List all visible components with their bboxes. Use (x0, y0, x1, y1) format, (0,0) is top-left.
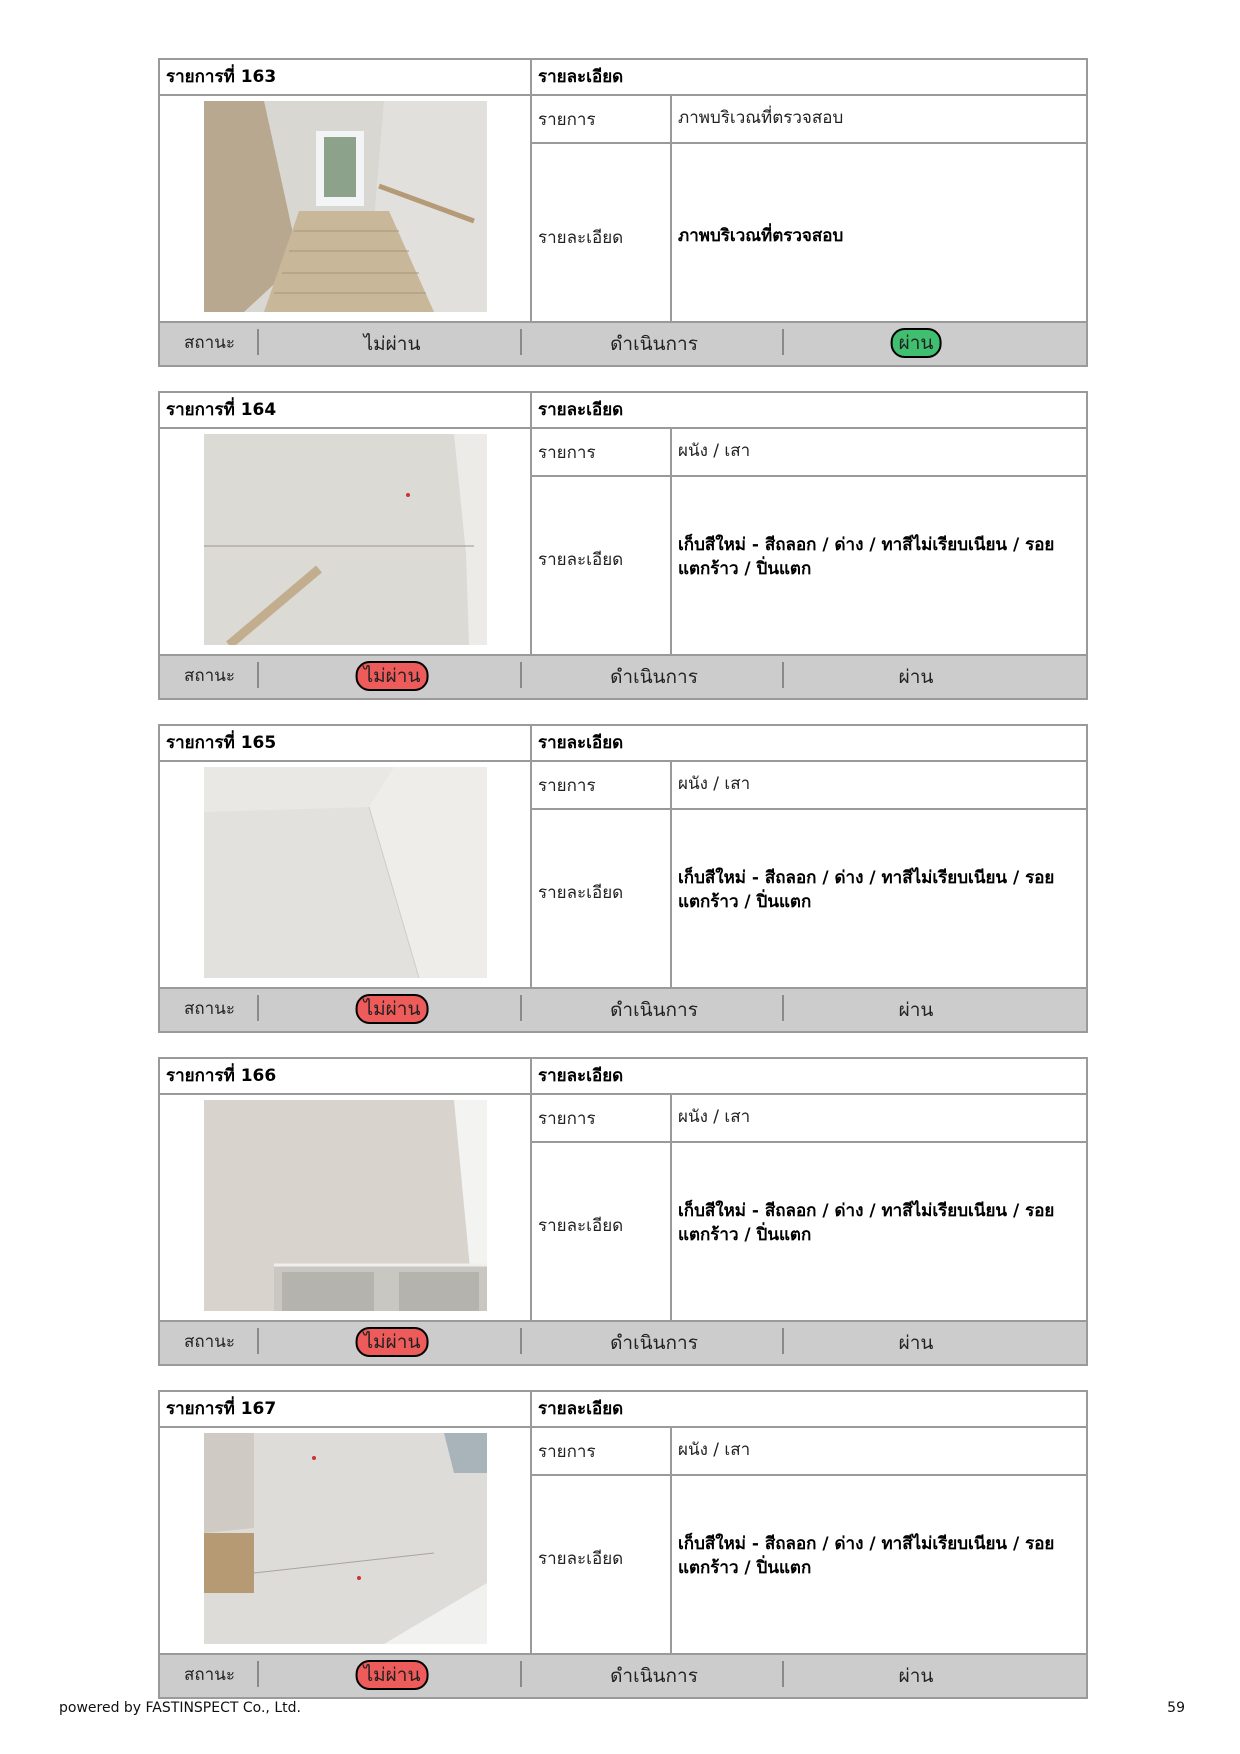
inspection-photo[interactable] (204, 1433, 487, 1644)
row-value: เก็บสีใหม่ - สีถลอก / ด่าง / ทาสีไม่เรียบเนียน / รอยแตกร้าว / ปิ่นแตก (678, 1534, 1055, 1578)
option-pass[interactable]: ผ่าน (898, 1332, 934, 1354)
row-divider (532, 808, 1086, 810)
option-in-progress[interactable]: ดำเนินการ (610, 333, 698, 355)
separator (782, 1328, 784, 1354)
separator (257, 1328, 259, 1354)
column-divider (670, 760, 672, 991)
option-in-progress[interactable]: ดำเนินการ (610, 666, 698, 688)
row-value: ภาพบริเวณที่ตรวจสอบ (678, 108, 844, 128)
card-header (160, 1059, 1086, 1095)
inspection-photo[interactable] (204, 434, 487, 645)
footer-powered-by: powered by FASTINSPECT Co., Ltd. (59, 1700, 301, 1716)
option-fail[interactable]: ไม่ผ่าน (356, 994, 429, 1024)
option-pass[interactable]: ผ่าน (898, 1665, 934, 1687)
row-value: เก็บสีใหม่ - สีถลอก / ด่าง / ทาสีไม่เรียบเนียน / รอยแตกร้าว / ปิ่นแตก (678, 868, 1055, 912)
separator (782, 329, 784, 355)
option-in-progress[interactable]: ดำเนินการ (610, 1665, 698, 1687)
status-bar (160, 321, 1086, 365)
item-title: รายการที่ 166 (166, 1066, 277, 1086)
status-bar (160, 987, 1086, 1031)
separator (257, 1661, 259, 1687)
column-divider (530, 393, 532, 658)
column-divider (670, 427, 672, 658)
separator (782, 995, 784, 1021)
row-label: รายการ (538, 1109, 596, 1129)
detail-header: รายละเอียด (538, 1399, 624, 1419)
status-label: สถานะ (184, 1665, 235, 1685)
row-label: รายการ (538, 776, 596, 796)
status-bar (160, 1320, 1086, 1364)
separator (520, 662, 522, 688)
row-divider (532, 475, 1086, 477)
option-pass[interactable]: ผ่าน (891, 328, 942, 358)
row-label: รายการ (538, 110, 596, 130)
status-label: สถานะ (184, 1332, 235, 1352)
separator (520, 1661, 522, 1687)
row-label: รายละเอียด (538, 1549, 624, 1569)
option-pass[interactable]: ผ่าน (898, 999, 934, 1021)
item-title: รายการที่ 163 (166, 67, 277, 87)
column-divider (530, 726, 532, 991)
separator (520, 329, 522, 355)
option-fail[interactable]: ไม่ผ่าน (363, 333, 421, 355)
status-label: สถานะ (184, 999, 235, 1019)
status-label: สถานะ (184, 333, 235, 353)
separator (782, 1661, 784, 1687)
inspection-item-card (158, 724, 1088, 1033)
row-value: ผนัง / เสา (678, 774, 751, 794)
item-title: รายการที่ 164 (166, 400, 277, 420)
status-bar (160, 1653, 1086, 1697)
status-bar (160, 654, 1086, 698)
separator (520, 1328, 522, 1354)
row-label: รายละเอียด (538, 883, 624, 903)
separator (257, 329, 259, 355)
page-number: 59 (1167, 1700, 1185, 1716)
column-divider (530, 60, 532, 325)
separator (257, 662, 259, 688)
row-label: รายละเอียด (538, 228, 624, 248)
row-label: รายการ (538, 1442, 596, 1462)
card-header (160, 1392, 1086, 1428)
item-title: รายการที่ 165 (166, 733, 277, 753)
column-divider (670, 1093, 672, 1324)
column-divider (670, 94, 672, 325)
card-header (160, 726, 1086, 762)
inspection-photo[interactable] (204, 767, 487, 978)
detail-header: รายละเอียด (538, 400, 624, 420)
column-divider (670, 1426, 672, 1657)
option-in-progress[interactable]: ดำเนินการ (610, 1332, 698, 1354)
item-title: รายการที่ 167 (166, 1399, 277, 1419)
row-value: ผนัง / เสา (678, 1107, 751, 1127)
row-value: ภาพบริเวณที่ตรวจสอบ (678, 226, 844, 246)
row-value: ผนัง / เสา (678, 441, 751, 461)
inspection-item-card (158, 58, 1088, 367)
inspection-item-card (158, 1390, 1088, 1699)
separator (782, 662, 784, 688)
status-label: สถานะ (184, 666, 235, 686)
option-pass[interactable]: ผ่าน (898, 666, 934, 688)
row-divider (532, 1474, 1086, 1476)
detail-header: รายละเอียด (538, 733, 624, 753)
option-fail[interactable]: ไม่ผ่าน (356, 1660, 429, 1690)
row-value: เก็บสีใหม่ - สีถลอก / ด่าง / ทาสีไม่เรียบเนียน / รอยแตกร้าว / ปิ่นแตก (678, 535, 1055, 579)
option-fail[interactable]: ไม่ผ่าน (356, 661, 429, 691)
detail-header: รายละเอียด (538, 67, 624, 87)
card-header (160, 393, 1086, 429)
card-header (160, 60, 1086, 96)
row-label: รายการ (538, 443, 596, 463)
row-label: รายละเอียด (538, 1216, 624, 1236)
option-fail[interactable]: ไม่ผ่าน (356, 1327, 429, 1357)
inspection-photo[interactable] (204, 101, 487, 312)
separator (520, 995, 522, 1021)
detail-header: รายละเอียด (538, 1066, 624, 1086)
inspection-photo[interactable] (204, 1100, 487, 1311)
column-divider (530, 1059, 532, 1324)
separator (257, 995, 259, 1021)
inspection-item-card (158, 1057, 1088, 1366)
inspection-item-card (158, 391, 1088, 700)
row-divider (532, 1141, 1086, 1143)
row-value: ผนัง / เสา (678, 1440, 751, 1460)
row-value: เก็บสีใหม่ - สีถลอก / ด่าง / ทาสีไม่เรียบเนียน / รอยแตกร้าว / ปิ่นแตก (678, 1201, 1055, 1245)
row-label: รายละเอียด (538, 550, 624, 570)
column-divider (530, 1392, 532, 1657)
option-in-progress[interactable]: ดำเนินการ (610, 999, 698, 1021)
row-divider (532, 142, 1086, 144)
